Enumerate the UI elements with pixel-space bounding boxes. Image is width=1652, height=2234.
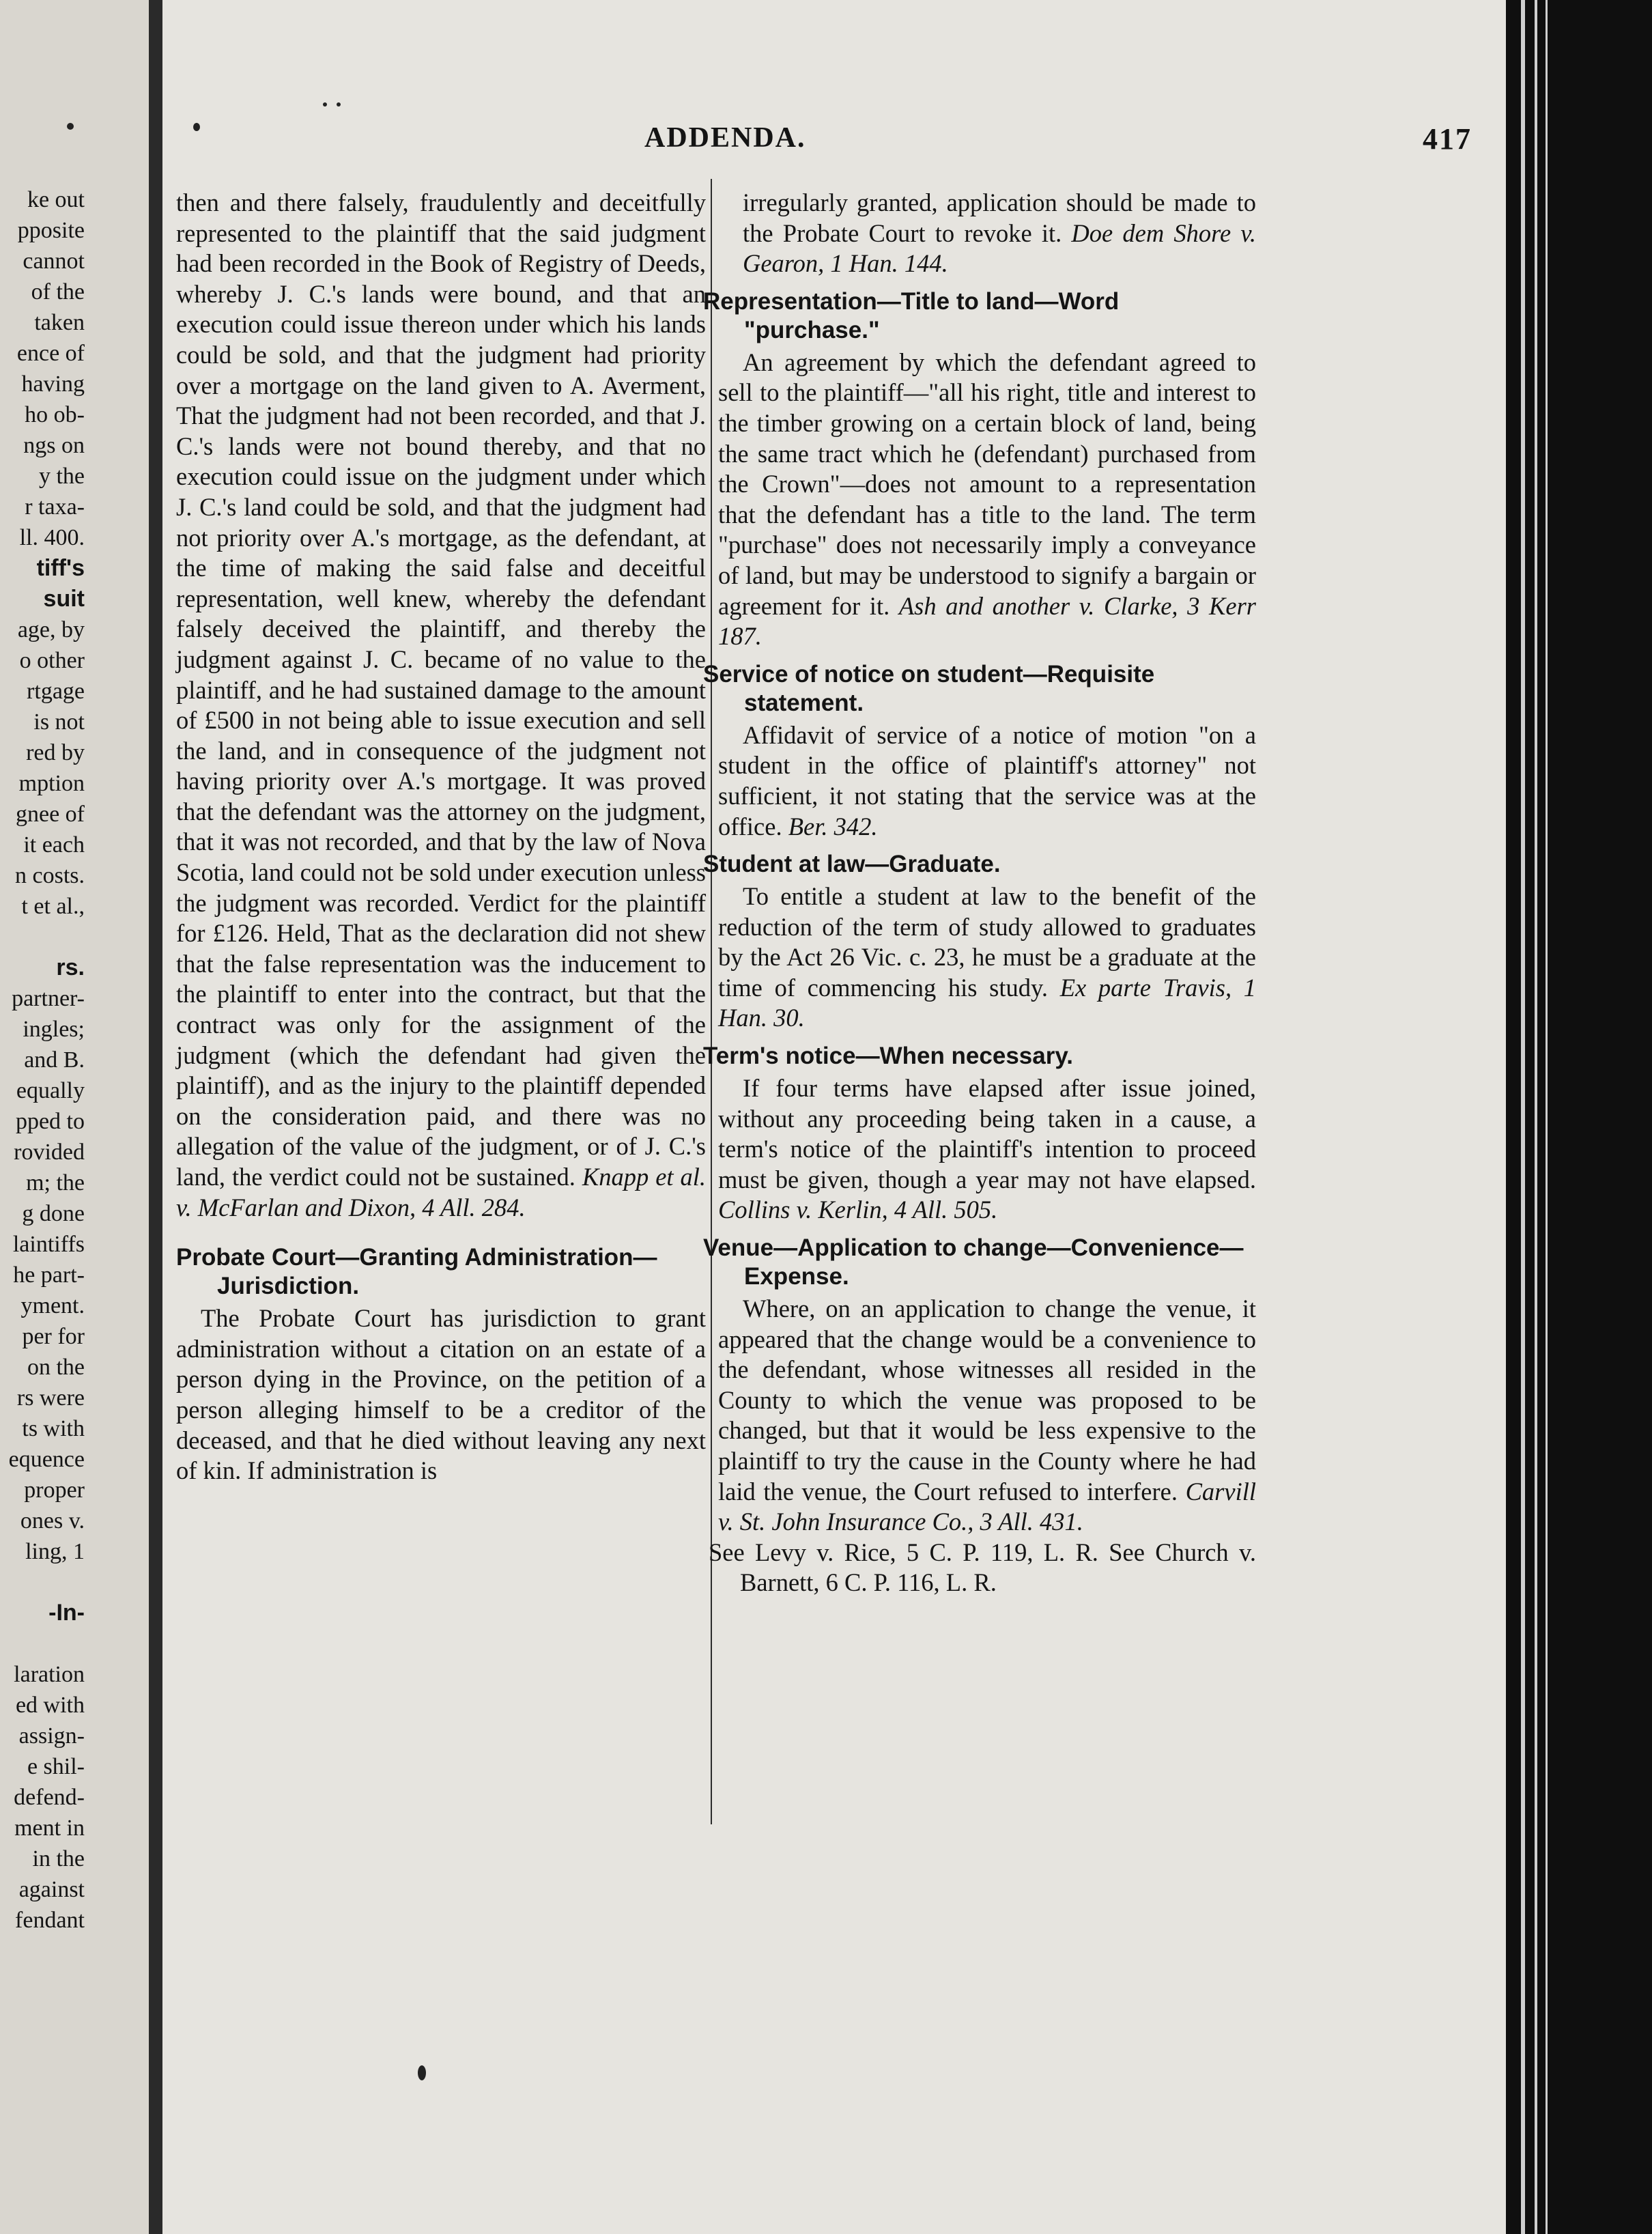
fragment-line (0, 1628, 85, 1659)
cross-reference: See Levy v. Rice, 5 C. P. 119, L. R. See Church v. Barnett, 6 C. P. 116, L. R. (709, 1538, 1256, 1597)
fragment-line: taken (34, 310, 85, 335)
previous-page-fragment (0, 184, 85, 1936)
fragment-line: is not (33, 709, 85, 735)
citation: Doe dem Shore v. Gearon, 1 Han. 144. (743, 218, 1256, 278)
fragment-line: -In- (48, 1600, 85, 1626)
fragment-line: ling, 1 (25, 1539, 85, 1564)
paragraph: The Probate Court has jurisdiction to grant administration without a citation on an estate of a person dying in the Province, on the petition of a person alleging himself to be a creditor of the deceased, and that he died without leaving any next of kin. If administration is (176, 1304, 706, 1485)
fragment-line: ones v. (20, 1508, 85, 1533)
fragment-line: in the (32, 1846, 85, 1871)
section-heading: Venue—Application to change—Convenience—Expense. (703, 1234, 1244, 1290)
fragment-line: ment in (14, 1815, 85, 1841)
fragment-line: laintiffs (12, 1232, 85, 1257)
section-heading: Student at law—Graduate. (703, 851, 1001, 878)
ink-speck (418, 2065, 426, 2080)
ink-speck (67, 123, 74, 130)
fragment-line: e shil- (27, 1754, 85, 1779)
fragment-line (0, 922, 85, 952)
fragment-line: cannot (23, 249, 85, 274)
fragment-line: on the (27, 1355, 85, 1380)
fragment-line: of the (31, 279, 85, 305)
fragment-line: mption (18, 771, 85, 796)
fragment-line: rovided (14, 1140, 85, 1165)
section-heading: Representation—Title to land—Word "purchase." (703, 287, 1120, 343)
citation: Ex parte Travis, 1 Han. 30. (718, 973, 1257, 1032)
fragment-line: against (18, 1877, 85, 1902)
fragment-line: t et al., (21, 894, 85, 919)
fragment-line: rtgage (27, 679, 85, 704)
section-heading: Term's notice—When necessary. (703, 1043, 1073, 1070)
header-title: ADDENDA. (644, 122, 806, 154)
section-heading: Service of notice on student—Requisite statement. (703, 660, 1155, 716)
fragment-line: partner- (12, 986, 85, 1011)
section-heading: Probate Court—Granting Administration—Jurisdiction. (176, 1244, 657, 1300)
fragment-line: fendant (15, 1908, 85, 1933)
citation: Collins v. Kerlin, 4 All. 505. (718, 1196, 998, 1224)
fragment-line: tiff's (36, 555, 85, 581)
fragment-line: ho ob- (25, 402, 85, 427)
fragment-line: equally (16, 1078, 85, 1103)
fragment-line: m; the (26, 1170, 85, 1196)
fragment-line: pposite (17, 218, 85, 243)
running-header (162, 122, 1506, 162)
fragment-line: r taxa- (25, 494, 85, 520)
fragment-line: n costs. (15, 863, 85, 888)
fragment-line (0, 1567, 85, 1598)
paragraph: An agreement by which the defendant agreed to sell to the plaintiff—"all his right, title and interest to the timber growing on a certain block of land, being the same tract which he (defendant) purchased from the Crown"—does not amount to a representation that the defendant has a title to the land. The term "purchase" does not necessarily imply a conveyance of land, but may be understood to signify a bargain or agreement for it. Ash and another v. Clarke, 3 Kerr 187. (718, 348, 1256, 651)
fragment-line: laration (14, 1662, 85, 1687)
fragment-line: having (21, 371, 85, 397)
fragment-line: suit (43, 586, 85, 612)
fragment-line: rs were (16, 1385, 85, 1411)
fragment-line: and B. (24, 1047, 85, 1073)
fragment-line: red by (26, 740, 85, 765)
fragment-line: ngs on (23, 433, 85, 458)
fragment-line: y the (38, 464, 85, 489)
fragment-line: proper (24, 1477, 85, 1503)
fragment-line: defend- (14, 1785, 85, 1810)
book-gutter (149, 0, 162, 2234)
fragment-line: it each (23, 832, 85, 858)
fragment-line: ed with (15, 1693, 85, 1718)
fragment-line: gnee of (15, 802, 85, 827)
paragraph: To entitle a student at law to the benefit of the reduction of the term of study allowed to graduates by the Act 26 Vic. c. 23, he must be a graduate at the time of commencing his study. Ex parte Travis, 1 Han. 30. (718, 882, 1257, 1032)
paragraph: then and there falsely, fraudulently and deceitfully represented to the plaintiff that the said judgment had been recorded in the Book of Registry of Deeds, whereby J. C.'s lands were bound, and that an execution could issue thereon under which his lands could be sold, and that the judgment had priority over a mortgage on the land given to A. Averment, That the judgment had not been recorded, and that J. C.'s lands were not bound thereby, and that no execution could issue on the judgment under which J. C.'s land could be sold, and that the judgment had not priority over A.'s mortgage, as the defendant, at the time of making the said false and deceitful representation, well knew, whereby the defendant falsely deceived the plaintiff, and thereby the judgment against J. C. became of no value to the plaintiff, and he had sustained damage to the amount of £500 in not being able to issue execution and sell the land, and in consequence of the judgment not having priority over A.'s mortgage. It was proved that the defendant was the attorney on the judgment, that it was not recorded, and that by the law of Nova Scotia, land could not be sold under execution unless the judgment was recorded. Verdict for the plaintiff for £126. Held, That as the declaration did not shew that the false representation was the inducement to the plaintiff to enter into the contract, but that the contract was only for the assignment of the judgment (which the defendant had given the plaintiff), and as the injury to the plaintiff depended on the consideration paid, and there was no allegation of the value of the judgment, or of J. C.'s land, the verdict could not be sustained. Knapp et al. v. McFarlan and Dixon, 4 All. 284. (176, 188, 707, 1221)
fragment-line: ll. 400. (19, 525, 85, 550)
fragment-line: ingles; (23, 1017, 85, 1042)
ink-speck (337, 102, 341, 107)
page-number: 417 (1423, 122, 1472, 156)
fragment-line: equence (8, 1447, 85, 1472)
fragment-line: he part- (13, 1262, 85, 1288)
paragraph: Where, on an application to change the venue, it appeared that the change would be a convenience to the defendant, whose witnesses all resided in the County to which the venue was proposed to be changed, but that it would be less expensive to the plaintiff to try the cause in the County where he had laid the venue, the Court refused to interfere. Carvill v. St. John Insurance Co., 3 All. 431. (718, 1295, 1256, 1536)
paragraph: irregularly granted, application should be made to the Probate Court to revoke it. Doe dem Shore v. Gearon, 1 Han. 144. (743, 188, 1256, 278)
fragment-line: yment. (20, 1293, 85, 1318)
column-left (176, 188, 706, 1486)
paragraph: If four terms have elapsed after issue joined, without any proceeding being taken in a cause, a term's notice of the plaintiff's intention to proceed must be given, though a year may not have elapsed. Collins v. Kerlin, 4 All. 505. (718, 1074, 1256, 1224)
column-right (703, 188, 1257, 1598)
fragment-line: pped to (15, 1109, 85, 1134)
page-edge (1506, 0, 1652, 2234)
fragment-line: ke out (27, 187, 85, 212)
fragment-line: ts with (22, 1416, 85, 1441)
citation: Knapp et al. v. McFarlan and Dixon, 4 All. 284. (176, 1163, 707, 1221)
citation: Carvill v. St. John Insurance Co., 3 All. 431. (718, 1477, 1256, 1536)
fragment-line: age, by (17, 617, 85, 642)
fragment-line: per for (22, 1324, 85, 1349)
citation: Ash and another v. Clarke, 3 Kerr 187. (718, 591, 1256, 651)
ink-speck (323, 102, 327, 107)
citation: Ber. 342. (788, 812, 878, 840)
fragment-line: assign- (18, 1723, 85, 1749)
fragment-line: ence of (16, 341, 85, 366)
fragment-line: o other (19, 648, 85, 673)
fragment-line: rs. (56, 955, 85, 980)
paragraph: Affidavit of service of a notice of motion "on a student in the office of plaintiff's attorney" not sufficient, it not stating that the service was at the office. Ber. 342. (718, 720, 1256, 840)
fragment-line: g done (22, 1201, 85, 1226)
